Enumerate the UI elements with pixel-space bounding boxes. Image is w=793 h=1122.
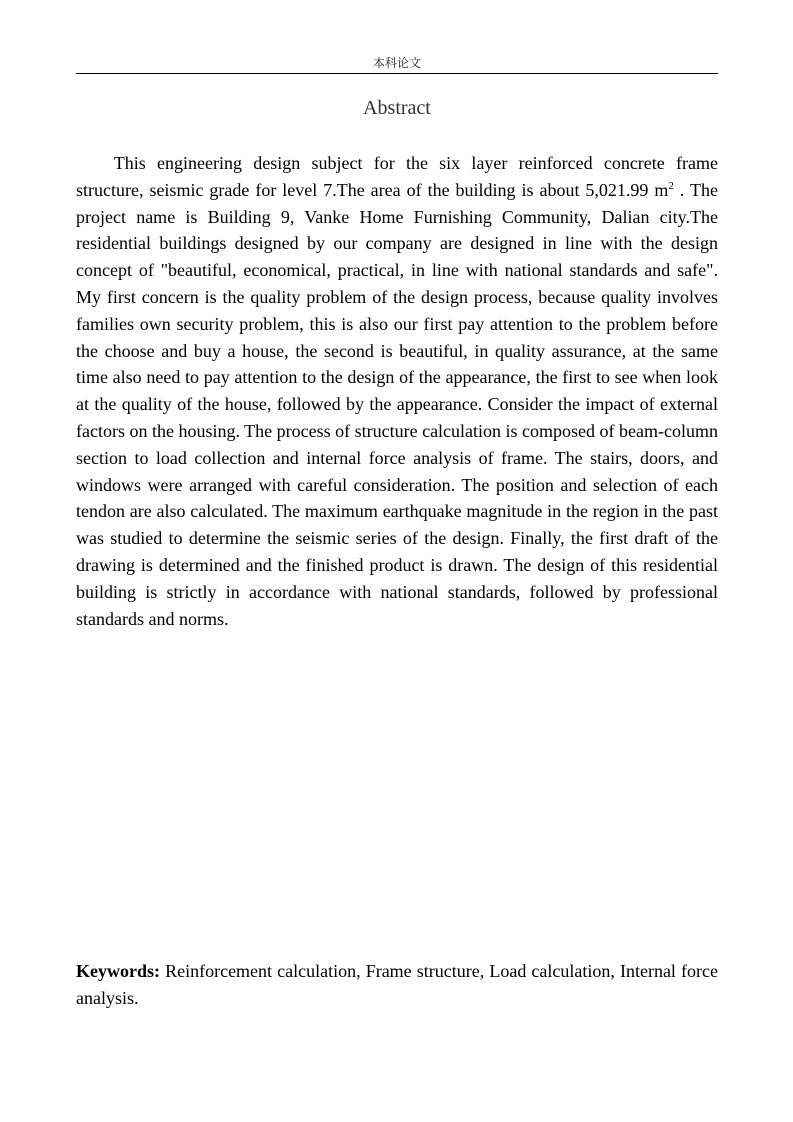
abstract-title: Abstract — [363, 97, 431, 119]
header-divider — [76, 73, 718, 74]
abstract-body — [76, 150, 718, 632]
area-unit-superscript: 2 — [668, 179, 674, 192]
keywords-label: Keywords: — [76, 961, 160, 981]
abstract-text-part1: This engineering design subject for the six layer reinforced concrete frame structure, seismic grade for level 7.The area of the building is about 5,021.99 m — [76, 153, 718, 200]
running-header: 本科论文 — [372, 56, 421, 70]
keywords-paragraph — [76, 958, 718, 1012]
abstract-text-part2: . The project name is Building 9, Vanke Home Furnishing Community, Dalian city.The residential buildings designed by our company are designed in line with the design concept of "beautiful, economical, practical, in line with national standards and safe". My first concern is the quality problem of the design process, because quality involves families own security problem, this is also our first pay attention to the problem before the choose and buy a house, the second is beautiful, in quality assurance, at the same time also need to pay attention to the design of the appearance, the first to see when look at the quality of the house, followed by the appearance. Consider the impact of external factors on the housing. The process of structure calculation is composed of beam-column section to load collection and internal force analysis of frame. The stairs, doors, and windows were arranged with careful consideration. The position and selection of each tendon are also calculated. The maximum earthquake magnitude in the region in the past was studied to determine the seismic series of the design. Finally, the first draft of the drawing is determined and the finished product is drawn. The design of this residential building is strictly in accordance with national standards, followed by professional standards and norms. — [76, 179, 718, 629]
keywords-text: Reinforcement calculation, Frame structure, Load calculation, Internal force analysis. — [76, 961, 718, 1008]
